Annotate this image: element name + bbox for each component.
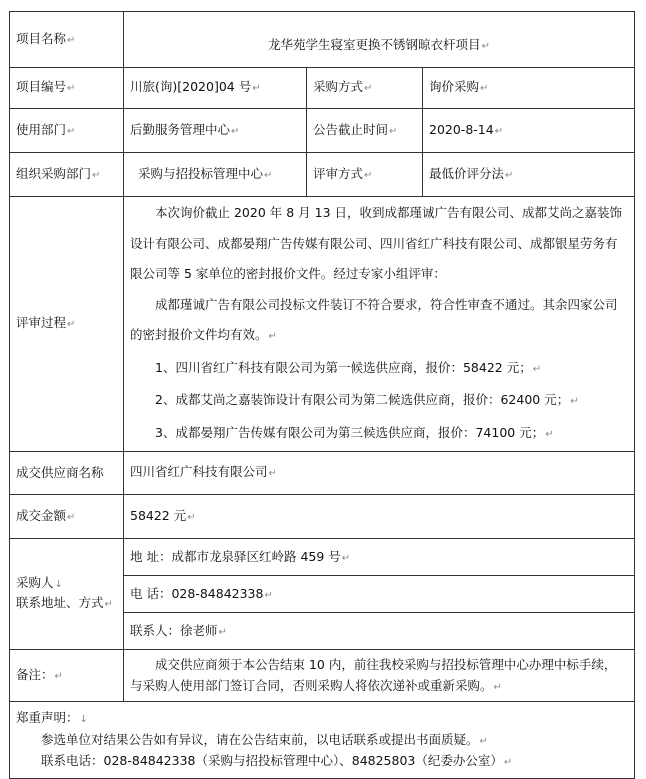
paragraph-mark: ↵ xyxy=(503,757,513,768)
paragraph-mark: ↵ xyxy=(264,590,273,601)
process-item-1 xyxy=(130,353,628,386)
note-label-cell xyxy=(10,650,124,702)
declaration-cell xyxy=(10,702,635,779)
buyer-label-text-1: 采购人 xyxy=(16,575,54,590)
project-name: 龙华苑学生寝室更换不锈钢晾衣杆项目 xyxy=(268,36,481,52)
paragraph-mark: ↵ xyxy=(494,125,504,137)
org-label-cell xyxy=(10,153,124,197)
supplier-label-cell xyxy=(10,452,124,495)
result-table xyxy=(9,11,635,779)
deadline: 2020-8-14 xyxy=(429,121,494,137)
amount-label-cell xyxy=(10,495,124,539)
paragraph-mark: ↵ xyxy=(389,125,398,137)
buyer-label-line-1 xyxy=(16,574,117,594)
project-name-label-cell xyxy=(10,12,124,68)
project-name-cell xyxy=(124,12,635,68)
paragraph-mark: ↵ xyxy=(231,125,240,137)
line-break-mark: ↓ xyxy=(54,579,63,590)
row-declaration xyxy=(10,702,635,779)
paragraph-mark: ↵ xyxy=(218,627,227,638)
declaration-line-2 xyxy=(16,751,628,772)
project-no: 川旅(询)[2020]04 号 xyxy=(130,79,252,94)
org-label: 组织采购部门 xyxy=(16,165,92,181)
row-project-name xyxy=(10,12,635,68)
process-item-2-text: 2、成都艾尚之嘉装饰设计有限公司为第二候选供应商，报价：62400 元； xyxy=(155,392,570,407)
buyer-label-cell xyxy=(10,539,124,650)
paragraph-mark: ↵ xyxy=(67,511,76,523)
paragraph-mark: ↵ xyxy=(268,331,277,342)
dept-label: 使用部门 xyxy=(16,121,67,137)
note: 成交供应商须于本公告结束 10 内，前往我校采购与招投标管理中心办理中标手续，与采购人使用部门签订合同，否则采购人将依次递补或重新采购。 xyxy=(130,656,617,693)
paragraph-mark: ↵ xyxy=(481,40,490,52)
eval-method-cell xyxy=(423,153,635,197)
phone-line xyxy=(124,576,634,613)
row-project-no xyxy=(10,68,635,109)
paragraph-mark: ↵ xyxy=(67,319,76,330)
process-paragraph-2-text: 成都瑾诚广告有限公司投标文件装订不符合要求，符合性审查不通过。其余四家公司的密封报价文件均有效。 xyxy=(130,296,618,342)
procurement-result-form xyxy=(9,11,634,771)
row-buyer-contact xyxy=(10,539,635,650)
eval-method-label: 评审方式 xyxy=(313,165,364,181)
buyer-contact-cell xyxy=(124,539,635,650)
paragraph-mark: ↵ xyxy=(104,599,113,610)
amount-label: 成交金额 xyxy=(16,507,67,523)
procure-method-cell xyxy=(423,68,635,109)
process-item-1-text: 1、四川省红广科技有限公司为第一候选供应商，报价：58422 元； xyxy=(155,359,532,375)
process-paragraph-1: 本次询价截止 2020 年 8 月 13 日，收到成都瑾诚广告有限公司、成都艾尚之嘉装饰设计有限公司、成都晏翔广告传媒有限公司、四川省红广科技有限公司、成都银星劳务有限公司等 5 家单位的密封报价文件。经过专家小组评审： xyxy=(130,205,623,281)
buyer-label-line-2 xyxy=(16,594,117,614)
buyer-label-text-2: 联系地址、方式 xyxy=(16,595,104,610)
declaration-line-1 xyxy=(16,730,628,751)
line-break-mark: ↓ xyxy=(79,714,88,725)
paragraph-mark: ↵ xyxy=(268,468,277,479)
note-label: 备注： xyxy=(16,666,54,682)
supplier: 四川省红广科技有限公司 xyxy=(130,464,268,479)
procure-method-label: 采购方式 xyxy=(313,79,364,94)
process-label: 评审过程 xyxy=(16,315,67,330)
declaration-text-1: 参选单位对结果公告如有异议，请在公告结束前，以电话联系或提出书面质疑。 xyxy=(41,732,479,747)
declaration-text-2: 联系电话：028-84842338（采购与招投标管理中心）、84825803（纪委办公室） xyxy=(41,753,503,768)
row-dept xyxy=(10,109,635,153)
org-cell xyxy=(124,153,307,197)
row-org xyxy=(10,153,635,197)
address-line xyxy=(124,539,634,576)
paragraph-mark: ↵ xyxy=(505,169,514,181)
paragraph-mark: ↵ xyxy=(187,511,196,523)
paragraph-mark: ↵ xyxy=(480,83,489,94)
paragraph-mark: ↵ xyxy=(264,169,273,181)
address: 地 址：成都市龙泉驿区红岭路 459 号 xyxy=(130,549,341,564)
amount-cell xyxy=(124,495,635,539)
project-no-label-cell xyxy=(10,68,124,109)
deadline-label: 公告截止时间 xyxy=(313,121,389,137)
paragraph-mark: ↵ xyxy=(67,83,76,94)
paragraph-mark: ↵ xyxy=(67,34,76,46)
row-process xyxy=(10,197,635,452)
paragraph-mark: ↵ xyxy=(545,428,554,440)
contact: 联系人：徐老师 xyxy=(130,623,218,638)
dept: 后勤服务管理中心 xyxy=(130,121,231,137)
eval-method-label-cell xyxy=(307,153,423,197)
paragraph-mark: ↵ xyxy=(532,363,542,375)
paragraph-mark: ↵ xyxy=(252,83,261,94)
process-item-3 xyxy=(130,418,628,451)
note-cell xyxy=(124,650,635,702)
paragraph-mark: ↵ xyxy=(364,169,373,181)
process-label-cell xyxy=(10,197,124,452)
supplier-label: 成交供应商名称 xyxy=(16,465,104,480)
dept-cell xyxy=(124,109,307,153)
paragraph-mark: ↵ xyxy=(479,736,488,747)
procure-method-label-cell xyxy=(307,68,423,109)
paragraph-mark: ↵ xyxy=(341,553,351,564)
note-paragraph xyxy=(130,654,628,698)
eval-method: 最低价评分法 xyxy=(429,165,505,181)
deadline-label-cell xyxy=(307,109,423,153)
paragraph-mark: ↵ xyxy=(92,169,101,181)
phone: 电 话：028-84842338 xyxy=(130,586,264,601)
contact-line xyxy=(124,613,634,649)
paragraph-mark: ↵ xyxy=(54,670,63,682)
declaration-title-line xyxy=(16,708,628,730)
process-item-3-text: 3、成都晏翔广告传媒有限公司为第三候选供应商，报价：74100 元； xyxy=(155,424,545,440)
process-paragraph-2 xyxy=(130,290,628,353)
project-no-cell xyxy=(124,68,307,109)
procure-method: 询价采购 xyxy=(429,79,480,94)
project-name-label: 项目名称 xyxy=(16,30,67,46)
supplier-cell xyxy=(124,452,635,495)
paragraph-mark: ↵ xyxy=(67,125,76,137)
deadline-cell xyxy=(423,109,635,153)
paragraph-mark: ↵ xyxy=(364,83,373,94)
row-note xyxy=(10,650,635,702)
row-supplier xyxy=(10,452,635,495)
process-item-2 xyxy=(130,385,628,418)
declaration-title: 郑重声明： xyxy=(16,710,79,725)
paragraph-mark: ↵ xyxy=(493,681,502,693)
project-no-label: 项目编号 xyxy=(16,79,67,94)
org: 采购与招投标管理中心 xyxy=(138,165,264,181)
row-amount xyxy=(10,495,635,539)
paragraph-mark: ↵ xyxy=(570,396,579,407)
process-cell xyxy=(124,197,635,452)
amount: 58422 元 xyxy=(130,507,187,523)
dept-label-cell xyxy=(10,109,124,153)
